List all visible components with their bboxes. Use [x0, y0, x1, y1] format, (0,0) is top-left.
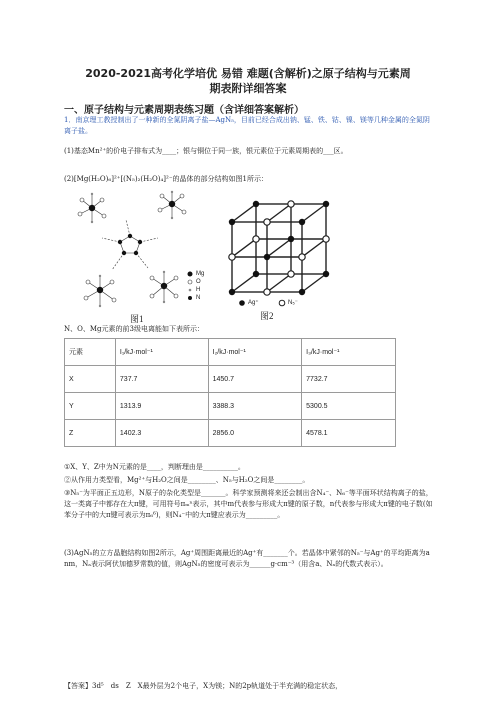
ionization-energy-table [64, 338, 396, 447]
table-cell: 1450.7 [208, 366, 302, 393]
question-1: (1)基态Mn²⁺的价电子排布式为____；银与铜位于同一族，银元素位于元素周期表的___区。 [64, 147, 348, 155]
table-cell: Y [65, 393, 116, 420]
table-intro: N、O、Mg元素的前3级电离能如下表所示： [64, 325, 204, 333]
sub-question-2: ②从作用力类型看，Mg²⁺与H₂O之间是________、N₅与H₂O之间是________。 [64, 476, 310, 484]
figure-2-lattice [222, 200, 372, 308]
table-row [65, 366, 396, 393]
table-row [65, 393, 396, 420]
answer-text: 【答案】3d⁵ ds Z X最外层为2个电子，X为镁；N的2p轨道处于半充满的稳定状态， [64, 682, 343, 690]
table-cell: 1313.9 [115, 393, 208, 420]
table-cell: 737.7 [115, 366, 208, 393]
figure-1-caption: 图1 [130, 314, 144, 324]
table-cell: Z [65, 420, 116, 447]
intro-text: 1．南京理工教授制出了一种新的全氮阴离子盐—AgN₅，目前已经合成出钠、锰、铁、钴、镍、镁等几种金属的全氮阴离子盐。 [64, 116, 430, 135]
question-2: (2)[Mg(H₂O)₆]²⁺[(N₅)₂(H₂O)₄]²⁻的晶体的部分结构如图1所示： [64, 175, 268, 183]
legend-o: O [196, 279, 201, 285]
legend-n: N [196, 295, 201, 301]
legend-n5: N₅⁻ [288, 300, 298, 306]
legend-h: H [196, 287, 201, 293]
figure-1-legend [196, 270, 204, 302]
header-cell: I₁/kJ·mol⁻¹ [115, 339, 208, 366]
table-cell: 1402.3 [115, 420, 208, 447]
table-row [65, 420, 396, 447]
table-cell: 4578.1 [302, 420, 396, 447]
figure-2-caption: 图2 [260, 311, 274, 321]
legend-mg: Mg [196, 271, 205, 277]
question-intro [64, 115, 436, 137]
header-cell: 元素 [65, 339, 116, 366]
doc-title-line1: 2020-2021高考化学培优 易错 难题(含解析)之原子结构与元素周 [85, 67, 411, 80]
table-cell: 3388.3 [208, 393, 302, 420]
sub-question-1: ①X、Y、Z中为N元素的是____，判断理由是__________。 [64, 463, 245, 471]
table-cell: 5300.5 [302, 393, 396, 420]
table-cell: 7732.7 [302, 366, 396, 393]
table-cell: 2856.0 [208, 420, 302, 447]
table-cell: X [65, 366, 116, 393]
header-cell: I₃/kJ·mol⁻¹ [302, 339, 396, 366]
sub-question-3: ③N₅⁻为平面正五边形，N原子的杂化类型是_______。科学家预测将来还会制出含N₄⁻、N₆⁻等平面环状结构离子的盐，这一类离子中都存在大π键，可用符号πₘⁿ表示，其中m代表参与形成大π键的原子数，n代表参与形成大π键的电子数(如苯分子中的大π键可表示为π₆⁶)，则N₄⁻中的大π键应表示为_________。 [64, 489, 433, 519]
table-header-row [65, 339, 396, 366]
header-cell: I₂/kJ·mol⁻¹ [208, 339, 302, 366]
question-3: (3)AgN₅的立方晶胞结构如图2所示，Ag⁺周围距离最近的Ag⁺有_______个。若晶体中紧邻的N₅⁻与Ag⁺的平均距离为a nm，Nₐ表示阿伏加德罗常数的值，则AgN₅的密度可表示为______g·cm⁻³（用含a、Nₐ的代数式表示）。 [64, 549, 430, 568]
legend-ag: Ag⁺ [248, 300, 259, 306]
section-heading: 一、原子结构与元素周期表练习题（含详细答案解析） [64, 105, 304, 116]
doc-title-line2: 期表附详细答案 [209, 82, 287, 95]
